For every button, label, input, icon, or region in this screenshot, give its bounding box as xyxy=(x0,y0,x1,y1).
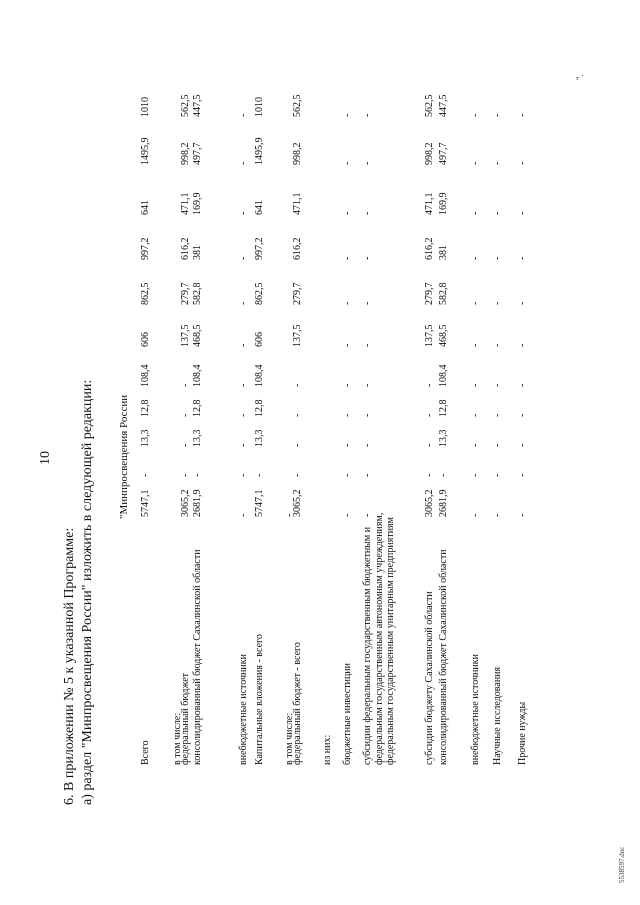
row-value-col-4: - xyxy=(492,413,503,417)
row-value-col-9: - xyxy=(238,211,249,215)
row-value-col-7: 279,7 xyxy=(180,282,191,305)
row-value-col-4: - xyxy=(362,413,373,417)
row-value-col-11: 562,5 xyxy=(292,94,303,117)
row-value-col-8: - xyxy=(470,256,481,260)
row-value-col-1: - xyxy=(284,513,295,517)
row-value-col-11: 1010 xyxy=(140,97,151,117)
row-value-col-8: - xyxy=(517,256,528,260)
row-value-col-8: 616,2 xyxy=(424,237,435,260)
row-value-col-3: 13,3 xyxy=(140,429,151,447)
row-value-col-4: - xyxy=(292,413,303,417)
row-value-col-5: 108,4 xyxy=(192,364,203,387)
row-value-col-4: - xyxy=(342,413,353,417)
row-label: в том числе: xyxy=(172,712,183,765)
row-value-col-6: 468,5 xyxy=(192,324,203,347)
row-value-col-10: 497,7 xyxy=(192,142,203,165)
row-value-col-1: - xyxy=(470,513,481,517)
row-value-col-2: - xyxy=(192,473,203,477)
row-value-col-3: - xyxy=(470,443,481,447)
row-label: Прочие нужды xyxy=(517,701,528,765)
row-value-col-4: 12,8 xyxy=(254,399,265,417)
row-value-col-11: 562,5 xyxy=(180,94,191,117)
row-value-col-6: - xyxy=(238,343,249,347)
row-value-col-3: - xyxy=(180,443,191,447)
row-label: субсидии федеральным государственным бюджетным и федеральным государственным автономным учреждениям, федеральным государственным унитарным предприятиям xyxy=(362,512,396,765)
row-value-col-1: - xyxy=(492,513,503,517)
row-value-col-2: - xyxy=(180,473,191,477)
row-value-col-9: 169,9 xyxy=(192,192,203,215)
row-value-col-5: 108,4 xyxy=(438,364,449,387)
row-value-col-11: 447,5 xyxy=(438,94,449,117)
row-label: Всего xyxy=(140,740,151,765)
row-value-col-4: 12,8 xyxy=(140,399,151,417)
row-value-col-9: - xyxy=(470,211,481,215)
row-value-col-8: - xyxy=(362,256,373,260)
row-value-col-6: - xyxy=(517,343,528,347)
row-value-col-8: 997,2 xyxy=(140,237,151,260)
closing-quote-mark: ". xyxy=(575,74,585,80)
row-value-col-7: - xyxy=(238,301,249,305)
row-value-col-1: 5747,1 xyxy=(140,489,151,517)
row-value-col-8: 616,2 xyxy=(292,237,303,260)
row-value-col-2: - xyxy=(492,473,503,477)
row-value-col-2: - xyxy=(292,473,303,477)
row-value-col-11: - xyxy=(342,113,353,117)
row-value-col-9: - xyxy=(342,211,353,215)
row-value-col-10: 1495,9 xyxy=(254,137,265,165)
row-value-col-7: - xyxy=(362,301,373,305)
row-value-col-3: 13,3 xyxy=(254,429,265,447)
row-label: консолидированный бюджет Сахалинской области xyxy=(192,549,203,765)
row-value-col-3: - xyxy=(517,443,528,447)
row-label: из них: xyxy=(322,734,333,765)
row-value-col-7: 279,7 xyxy=(292,282,303,305)
row-value-col-9: - xyxy=(517,211,528,215)
row-value-col-2: - xyxy=(424,473,435,477)
row-value-col-9: 641 xyxy=(140,200,151,215)
row-value-col-1: 3065,2 xyxy=(424,489,435,517)
row-value-col-11: - xyxy=(517,113,528,117)
row-value-col-4: 12,8 xyxy=(192,399,203,417)
row-value-col-3: 13,3 xyxy=(438,429,449,447)
page-number: 10 xyxy=(38,451,53,465)
row-value-col-3: - xyxy=(362,443,373,447)
row-value-col-8: - xyxy=(492,256,503,260)
row-value-col-10: - xyxy=(238,161,249,165)
row-value-col-6: - xyxy=(492,343,503,347)
row-value-col-3: 13,3 xyxy=(192,429,203,447)
row-value-col-2: - xyxy=(342,473,353,477)
row-value-col-5: 108,4 xyxy=(254,364,265,387)
row-value-col-7: 862,5 xyxy=(140,282,151,305)
row-value-col-5: - xyxy=(180,383,191,387)
row-value-col-1: 5747,1 xyxy=(254,489,265,517)
row-value-col-7: 862,5 xyxy=(254,282,265,305)
row-value-col-9: 641 xyxy=(254,200,265,215)
row-value-col-6: - xyxy=(362,343,373,347)
row-value-col-10: 998,2 xyxy=(424,142,435,165)
row-value-col-8: - xyxy=(342,256,353,260)
row-label: федеральный бюджет - всего xyxy=(292,642,303,765)
row-value-col-4: - xyxy=(424,413,435,417)
row-label: консолидированный бюджет Сахалинской области xyxy=(438,549,449,765)
row-label: федеральный бюджет xyxy=(180,672,191,765)
row-value-col-6: 137,5 xyxy=(424,324,435,347)
row-value-col-3: - xyxy=(492,443,503,447)
row-value-col-11: - xyxy=(470,113,481,117)
row-value-col-5: - xyxy=(424,383,435,387)
row-value-col-6: 137,5 xyxy=(292,324,303,347)
row-value-col-9: 169,9 xyxy=(438,192,449,215)
row-value-col-10: - xyxy=(470,161,481,165)
row-value-col-2: - xyxy=(517,473,528,477)
heading-item-6: 6. В приложении № 5 к указанной Программе: xyxy=(62,527,77,805)
row-label: в том числе: xyxy=(284,712,295,765)
row-value-col-10: - xyxy=(362,161,373,165)
row-value-col-10: - xyxy=(342,161,353,165)
row-value-col-5: - xyxy=(238,383,249,387)
row-label: Капитальные вложения - всего xyxy=(254,634,265,765)
row-value-col-3: - xyxy=(342,443,353,447)
row-value-col-7: 279,7 xyxy=(424,282,435,305)
row-value-col-8: 381 xyxy=(192,245,203,260)
row-value-col-2: - xyxy=(238,473,249,477)
row-value-col-5: - xyxy=(292,383,303,387)
row-value-col-7: - xyxy=(470,301,481,305)
row-value-col-4: - xyxy=(470,413,481,417)
row-value-col-9: 471,1 xyxy=(292,192,303,215)
row-value-col-9: - xyxy=(362,211,373,215)
row-value-col-6: 606 xyxy=(254,332,265,347)
row-value-col-1: 3065,2 xyxy=(292,489,303,517)
row-value-col-10: 998,2 xyxy=(292,142,303,165)
row-value-col-7: 582,8 xyxy=(438,282,449,305)
row-value-col-4: - xyxy=(238,413,249,417)
row-value-col-11: - xyxy=(238,113,249,117)
row-value-col-2: - xyxy=(362,473,373,477)
row-value-col-7: - xyxy=(342,301,353,305)
row-value-col-4: - xyxy=(180,413,191,417)
row-value-col-5: - xyxy=(517,383,528,387)
row-value-col-11: - xyxy=(362,113,373,117)
heading-item-a: а) раздел "Минпросвещения России" изложить в следующей редакции: xyxy=(80,379,95,805)
row-value-col-5: 108,4 xyxy=(140,364,151,387)
row-value-col-2: - xyxy=(470,473,481,477)
row-value-col-9: 471,1 xyxy=(424,192,435,215)
row-label: Научные исследования xyxy=(492,666,503,765)
row-value-col-1: - xyxy=(342,513,353,517)
row-value-col-1: - xyxy=(517,513,528,517)
row-label: бюджетные инвестиции xyxy=(342,662,353,765)
row-value-col-5: - xyxy=(470,383,481,387)
row-value-col-1: 2681,9 xyxy=(438,489,449,517)
row-value-col-6: 468,5 xyxy=(438,324,449,347)
row-value-col-10: 1495,9 xyxy=(140,137,151,165)
row-value-col-11: 1010 xyxy=(254,97,265,117)
row-value-col-11: 447,5 xyxy=(192,94,203,117)
row-value-col-6: - xyxy=(342,343,353,347)
row-value-col-8: - xyxy=(238,256,249,260)
row-value-col-9: 471,1 xyxy=(180,192,191,215)
row-value-col-10: 497,7 xyxy=(438,142,449,165)
row-value-col-5: - xyxy=(362,383,373,387)
row-value-col-8: 997,2 xyxy=(254,237,265,260)
row-value-col-3: - xyxy=(424,443,435,447)
row-label: субсидии бюджету Сахалинской области xyxy=(424,591,435,765)
row-value-col-4: 12,8 xyxy=(438,399,449,417)
row-label: внебюджетные источники xyxy=(238,654,249,765)
row-value-col-8: 616,2 xyxy=(180,237,191,260)
row-value-col-6: 606 xyxy=(140,332,151,347)
row-value-col-7: - xyxy=(492,301,503,305)
row-value-col-3: - xyxy=(238,443,249,447)
row-value-col-5: - xyxy=(342,383,353,387)
row-value-col-10: - xyxy=(517,161,528,165)
row-value-col-11: - xyxy=(492,113,503,117)
row-value-col-7: - xyxy=(517,301,528,305)
row-value-col-1: 2681,9 xyxy=(192,489,203,517)
row-value-col-10: - xyxy=(492,161,503,165)
row-value-col-1: 3065,2 xyxy=(180,489,191,517)
row-value-col-3: - xyxy=(292,443,303,447)
row-value-col-2: - xyxy=(140,473,151,477)
row-value-col-2: - xyxy=(438,473,449,477)
section-title: "Минпросвещения России xyxy=(118,394,130,519)
row-value-col-1: - xyxy=(238,513,249,517)
row-value-col-8: 381 xyxy=(438,245,449,260)
row-value-col-2: - xyxy=(254,473,265,477)
footer-doc-name: 5538597.doc xyxy=(618,846,626,883)
row-label: внебюджетные источники xyxy=(470,654,481,765)
row-value-col-5: - xyxy=(492,383,503,387)
row-value-col-11: 562,5 xyxy=(424,94,435,117)
row-value-col-10: 998,2 xyxy=(180,142,191,165)
row-value-col-6: 137,5 xyxy=(180,324,191,347)
row-value-col-9: - xyxy=(492,211,503,215)
row-value-col-6: - xyxy=(470,343,481,347)
row-value-col-1: - xyxy=(362,513,373,517)
row-value-col-7: 582,8 xyxy=(192,282,203,305)
row-value-col-4: - xyxy=(517,413,528,417)
